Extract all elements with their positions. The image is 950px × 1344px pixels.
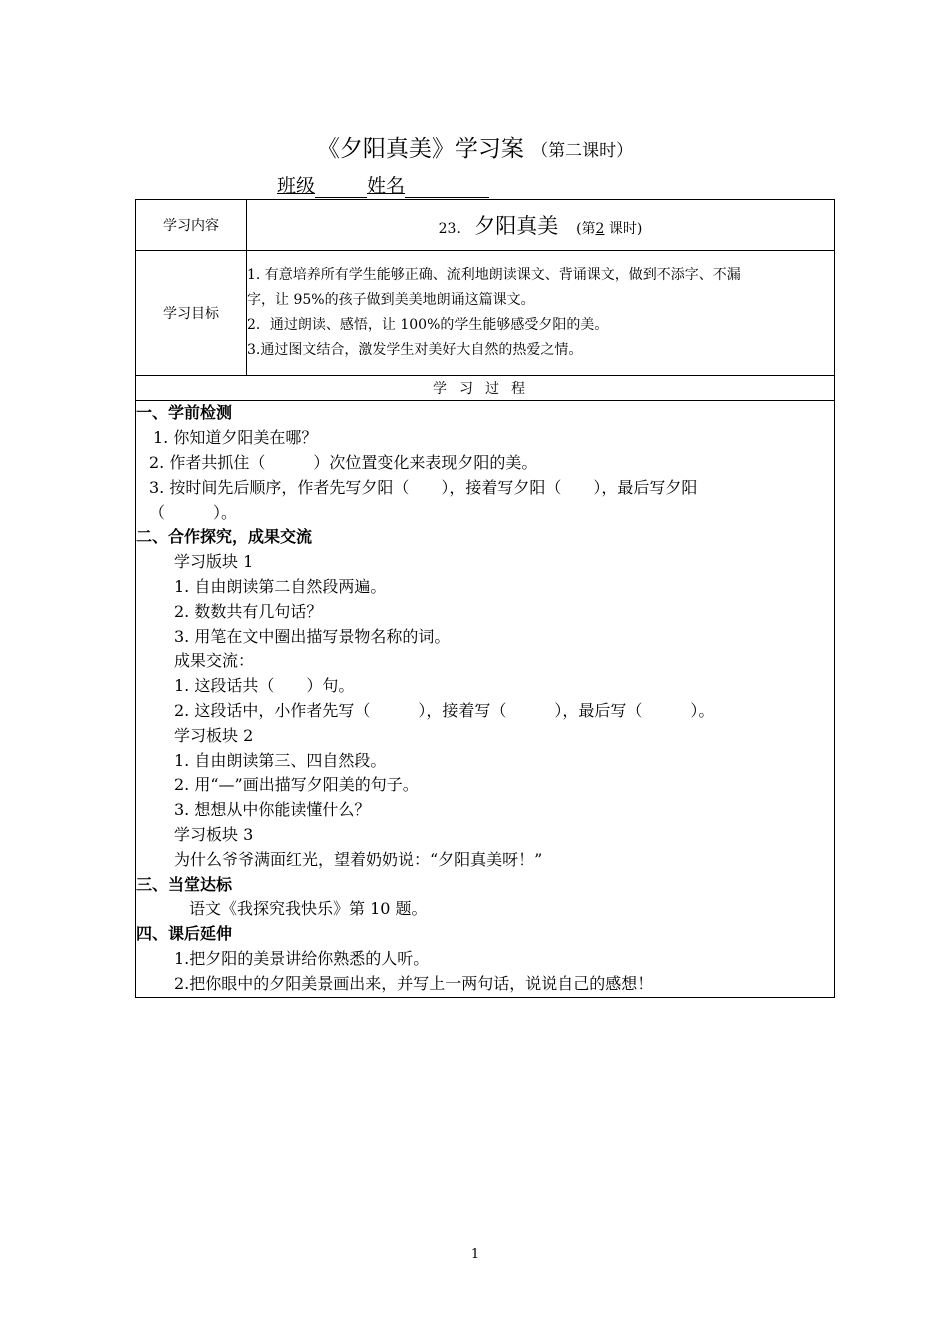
content-row [136,401,835,998]
title-subtitle: （第二课时） [531,141,634,161]
title-main: 《夕阳真美》学习案 [316,136,524,162]
study-plan-table [135,199,835,998]
block-title: 学习版块 1 [174,552,254,572]
page-number: 1 [470,1247,480,1262]
question-item-continued: （ ）。 [149,502,238,522]
content-label: 学习内容 [136,200,247,251]
section-heading: 三、当堂达标 [136,874,233,894]
name-label: 姓名 [367,175,406,197]
section-heading: 一、学前检测 [136,403,233,423]
lesson-name: 夕阳真美 [474,214,559,238]
section-heading: 四、课后延伸 [136,924,233,944]
page-title [0,134,950,166]
goal-line: 2．通过朗读、感悟，让 100%的学生能够感受夕阳的美。 [247,317,609,333]
goal-line: 字，让 95%的孩子做到美美地朗诵这篇课文。 [247,292,535,308]
content-cell [136,401,835,998]
process-header-row [136,376,835,401]
lesson-period-prefix: (第 [576,221,596,237]
goals-cell [247,251,835,376]
task-item: 1.把夕阳的美景讲给你熟悉的人听。 [174,948,430,968]
block-title: 学习板块 2 [174,725,254,745]
goal-line: 1. 有意培养所有学生能够正确、流利地朗读课文、背诵课文，做到不添字、不漏 [247,267,741,283]
task-item: 为什么爷爷满面红光，望着奶奶说：“夕阳真美呀！” [174,849,543,869]
class-blank[interactable] [315,177,367,198]
lesson-title-cell [247,200,835,251]
question-item: 2. 作者共抓住（ ）次位置变化来表现夕阳的美。 [149,453,538,473]
lesson-period-number: 2 [595,221,605,237]
task-item: 2. 用“—”画出描写夕阳美的句子。 [174,775,419,795]
class-name-line [277,174,489,198]
task-item: 1. 自由朗读第三、四自然段。 [174,750,387,770]
task-item: 3. 用笔在文中圈出描写景物名称的词。 [174,626,451,646]
task-item: 2.把你眼中的夕阳美景画出来，并写上一两句话，说说自己的感想！ [174,973,654,993]
lesson-row [136,200,835,251]
process-header: 学习过程 [136,376,835,401]
question-item: 3. 按时间先后顺序，作者先写夕阳（ ），接着写夕阳（ ），最后写夕阳 [149,477,698,497]
task-item: 2. 数数共有几句话？ [174,601,323,621]
section-heading: 二、合作探究，成果交流 [136,527,313,547]
lesson-number: 23. [438,221,461,237]
task-item: 语文《我探究我快乐》第 10 题。 [189,899,428,919]
goals-label: 学习目标 [136,251,247,376]
block-title: 学习板块 3 [174,824,254,844]
task-item: 1. 这段话共（ ）句。 [174,676,355,696]
name-blank[interactable] [405,177,489,198]
goal-line: 3.通过图文结合，激发学生对美好大自然的热爱之情。 [247,342,583,358]
goals-row [136,251,835,376]
task-item: 1. 自由朗读第二自然段两遍。 [174,577,387,597]
task-item: 3. 想想从中你能读懂什么？ [174,800,371,820]
question-item: 1. 你知道夕阳美在哪？ [153,428,318,448]
result-label: 成果交流： [174,651,255,671]
lesson-period-suffix: 课时) [608,221,643,237]
task-item: 2. 这段话中，小作者先写（ ），接着写（ ），最后写（ ）。 [174,701,715,720]
class-label: 班级 [277,175,316,197]
